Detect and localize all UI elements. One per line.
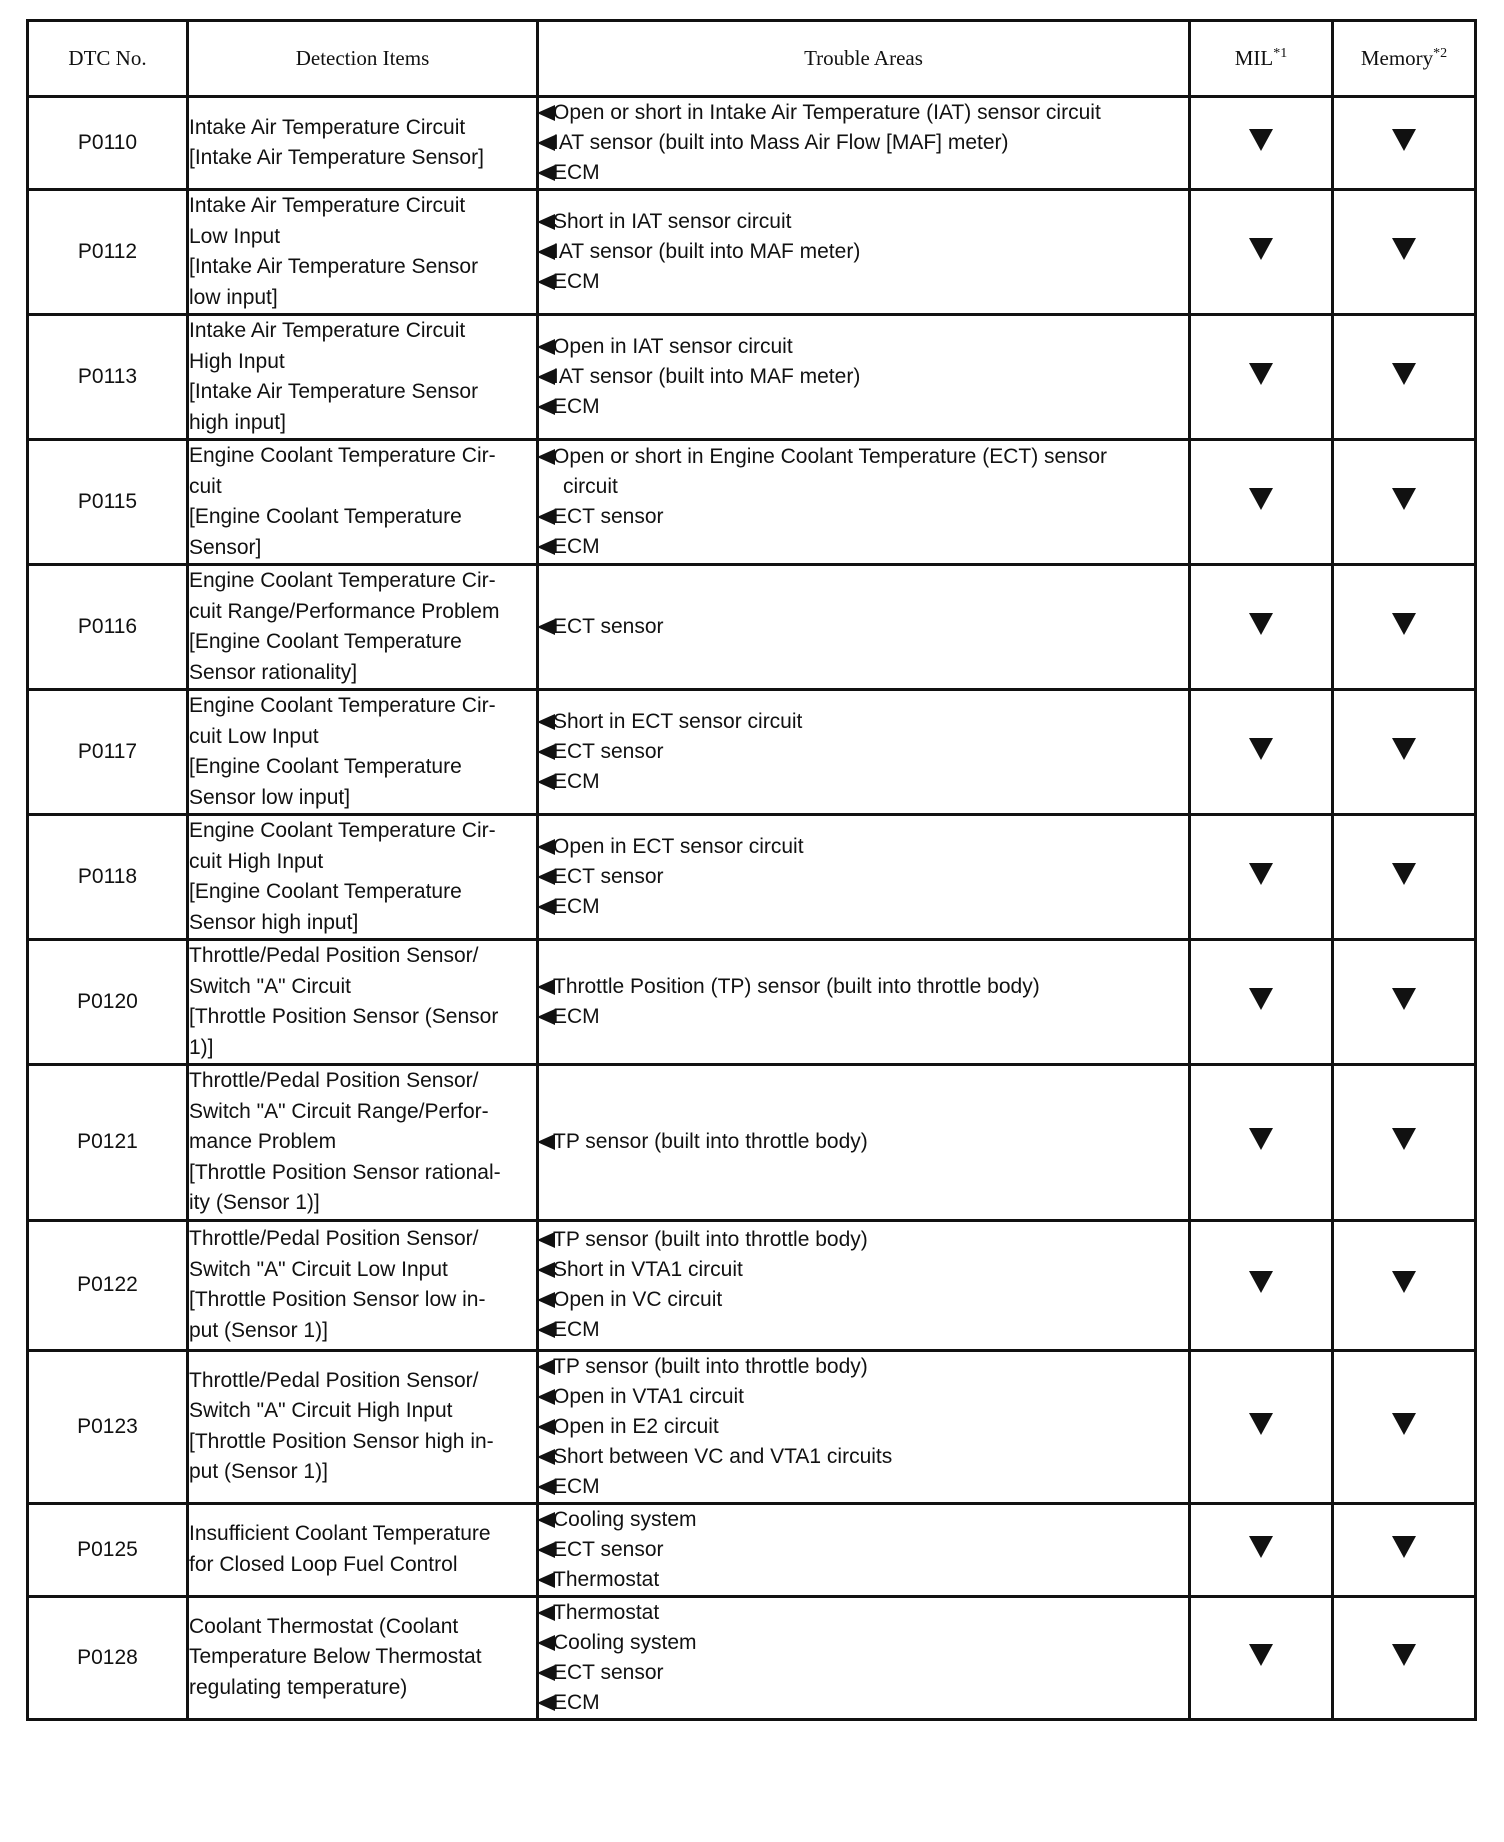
memory-cell [1333,1350,1476,1503]
detection-item-line: [Throttle Position Sensor rational- [189,1160,501,1184]
trouble-area-item [539,1225,1188,1255]
trouble-area-text: ECT sensor [553,865,664,888]
memory-cell [1333,565,1476,690]
detection-item-line: [Intake Air Temperature Sensor [189,255,479,278]
detection-item-line: cuit [189,474,222,498]
trouble-area-item [539,972,1188,1002]
trouble-area-text: Open in E2 circuit [553,1414,719,1438]
detection-item-line: Throttle/Pedal Position Sensor/ [189,1069,479,1092]
header-memory [1333,21,1476,97]
bullet-arrow-icon [537,1542,555,1558]
mil-cell [1190,190,1333,315]
detection-item-line: Coolant Thermostat (Coolant [189,1614,459,1638]
detection-item-cell [188,1503,538,1596]
trouble-areas-cell [538,565,1190,690]
header-trouble-areas: Trouble Areas [538,21,1190,97]
bullet-arrow-icon [537,1665,555,1681]
trouble-area-item [539,442,1188,502]
trouble-area-text: TP sensor (built into throttle body) [553,1228,868,1251]
memory-cell [1333,1220,1476,1350]
bullet-arrow-icon [537,744,555,760]
bullet-arrow-icon [537,244,555,260]
table-header-row [28,21,1476,97]
detection-item-line: Intake Air Temperature Circuit [189,194,466,217]
trouble-area-item [539,98,1188,128]
trouble-area-item [539,502,1188,532]
trouble-areas-cell [538,1220,1190,1350]
detection-item-line: Engine Coolant Temperature Cir- [189,819,496,842]
trouble-area-text: ECM [553,770,600,793]
memory-triangle-icon [1392,238,1416,260]
detection-item-line: for Closed Loop Fuel Control [189,1552,458,1576]
trouble-area-item [539,1628,1188,1658]
trouble-area-text: IAT sensor (built into Mass Air Flow [MAF] meter) [553,131,1009,154]
detection-item-line: 1)] [189,1035,214,1059]
trouble-area-item [539,128,1188,158]
trouble-area-text: Open or short in Engine Coolant Temperature (ECT) sensor [553,445,1108,468]
trouble-area-text: ECM [553,1474,600,1498]
table-row [28,565,1476,690]
bullet-arrow-icon [537,839,555,855]
trouble-area-item [539,1505,1188,1535]
memory-cell [1333,940,1476,1065]
trouble-area-text: ECM [553,1318,600,1341]
detection-item-line: Throttle/Pedal Position Sensor/ [189,1227,479,1250]
bullet-arrow-icon [537,1134,555,1150]
trouble-areas-cell [538,97,1190,190]
table-row [28,190,1476,315]
trouble-area-text: ECT sensor [553,505,664,528]
bullet-arrow-icon [537,1605,555,1621]
table-row [28,690,1476,815]
trouble-area-text: ECT sensor [553,740,664,763]
dtc-table [26,19,1477,1721]
detection-item-line: Sensor rationality] [189,660,358,684]
detection-item-line: Sensor high input] [189,910,359,934]
bullet-arrow-icon [537,899,555,915]
memory-cell [1333,1596,1476,1719]
table-row [28,1350,1476,1503]
mil-triangle-icon [1249,1536,1273,1558]
bullet-arrow-icon [537,135,555,151]
memory-triangle-icon [1392,1413,1416,1435]
trouble-area-item [539,862,1188,892]
trouble-areas-cell [538,1503,1190,1596]
bullet-arrow-icon [537,1262,555,1278]
trouble-area-item [539,207,1188,237]
bullet-arrow-icon [537,369,555,385]
header-mil-label: MIL [1234,46,1274,70]
detection-item-line: Throttle/Pedal Position Sensor/ [189,1368,479,1392]
trouble-area-text: ECM [553,1690,600,1714]
bullet-arrow-icon [537,1232,555,1248]
detection-item-line: Switch "A" Circuit [189,974,351,998]
dtc-code: P0116 [28,565,188,690]
detection-item-line: [Intake Air Temperature Sensor [189,380,479,403]
table-row [28,1065,1476,1221]
memory-cell [1333,315,1476,440]
dtc-code: P0128 [28,1596,188,1719]
mil-triangle-icon [1249,988,1273,1010]
trouble-area-item [539,1658,1188,1688]
trouble-areas-cell [538,315,1190,440]
detection-item-line: cuit Range/Performance Problem [189,599,500,623]
detection-item-cell [188,1596,538,1719]
detection-item-line: [Throttle Position Sensor (Sensor [189,1005,499,1028]
trouble-area-text: ECM [553,1005,600,1028]
detection-item-line: cuit Low Input [189,724,319,748]
memory-triangle-icon [1392,863,1416,885]
bullet-arrow-icon [537,1479,555,1495]
trouble-area-item [539,1255,1188,1285]
trouble-areas-cell [538,940,1190,1065]
mil-triangle-icon [1249,488,1273,510]
trouble-area-text: TP sensor (built into throttle body) [553,1354,868,1378]
bullet-arrow-icon [537,1449,555,1465]
detection-item-line: Low Input [189,224,281,248]
trouble-area-item [539,892,1188,922]
dtc-code: P0123 [28,1350,188,1503]
bullet-arrow-icon [537,869,555,885]
dtc-code: P0117 [28,690,188,815]
table-row [28,940,1476,1065]
trouble-areas-cell [538,1065,1190,1221]
bullet-arrow-icon [537,1292,555,1308]
mil-triangle-icon [1249,738,1273,760]
detection-item-cell [188,190,538,315]
trouble-area-text: ECT sensor [553,1537,664,1561]
table-row [28,815,1476,940]
detection-item-cell [188,440,538,565]
detection-item-line: ity (Sensor 1)] [189,1191,320,1214]
trouble-area-text: Short in ECT sensor circuit [553,710,803,733]
trouble-area-text: Short in IAT sensor circuit [553,210,792,233]
trouble-area-text: Thermostat [553,1600,660,1624]
mil-cell [1190,1065,1333,1221]
dtc-code: P0112 [28,190,188,315]
trouble-area-text: ECM [553,535,600,558]
detection-item-cell [188,315,538,440]
trouble-area-text: TP sensor (built into throttle body) [553,1130,868,1154]
mil-triangle-icon [1249,238,1273,260]
mil-triangle-icon [1249,613,1273,635]
trouble-area-item [539,1535,1188,1565]
bullet-arrow-icon [537,1695,555,1711]
trouble-area-text: Cooling system [553,1630,697,1654]
trouble-area-item [539,362,1188,392]
mil-triangle-icon [1249,863,1273,885]
mil-cell [1190,97,1333,190]
bullet-arrow-icon [537,1572,555,1588]
detection-item-line: Insufficient Coolant Temperature [189,1522,491,1545]
trouble-areas-cell [538,440,1190,565]
detection-item-cell [188,1220,538,1350]
bullet-arrow-icon [537,539,555,555]
mil-triangle-icon [1249,1413,1273,1435]
memory-cell [1333,1065,1476,1221]
trouble-area-text: ECM [553,161,600,184]
detection-item-line: Intake Air Temperature Circuit [189,319,466,342]
trouble-area-item [539,737,1188,767]
memory-triangle-icon [1392,1271,1416,1293]
table-row [28,1596,1476,1719]
trouble-area-item [539,1127,1188,1157]
trouble-area-item [539,1382,1188,1412]
trouble-area-item [539,767,1188,797]
memory-triangle-icon [1392,613,1416,635]
trouble-area-text: IAT sensor (built into MAF meter) [553,240,861,263]
trouble-area-item [539,612,1188,642]
trouble-area-text: Open in IAT sensor circuit [553,335,793,358]
dtc-code: P0120 [28,940,188,1065]
detection-item-line: Switch "A" Circuit Low Input [189,1257,448,1281]
detection-item-line: Throttle/Pedal Position Sensor/ [189,944,479,967]
header-mil-footnote: *1 [1273,46,1288,61]
dtc-code: P0121 [28,1065,188,1221]
memory-cell [1333,440,1476,565]
bullet-arrow-icon [537,339,555,355]
detection-item-line: regulating temperature) [189,1675,408,1699]
mil-cell [1190,440,1333,565]
trouble-area-item [539,237,1188,267]
memory-triangle-icon [1392,363,1416,385]
mil-cell [1190,565,1333,690]
dtc-code: P0110 [28,97,188,190]
bullet-arrow-icon [537,774,555,790]
trouble-area-item [539,1412,1188,1442]
bullet-arrow-icon [537,274,555,290]
bullet-arrow-icon [537,214,555,230]
detection-item-line: Switch "A" Circuit Range/Perfor- [189,1099,489,1123]
memory-triangle-icon [1392,988,1416,1010]
bullet-arrow-icon [537,1009,555,1025]
trouble-area-item [539,267,1188,297]
trouble-area-text: Open in VTA1 circuit [553,1384,745,1408]
detection-item-line: Intake Air Temperature Circuit [189,115,466,139]
mil-cell [1190,1596,1333,1719]
header-detection-items: Detection Items [188,21,538,97]
table-row [28,1220,1476,1350]
detection-item-line: Sensor] [189,535,262,559]
table-row [28,315,1476,440]
detection-item-line: cuit High Input [189,849,324,873]
bullet-arrow-icon [537,165,555,181]
trouble-area-text: IAT sensor (built into MAF meter) [553,365,861,388]
mil-triangle-icon [1249,1128,1273,1150]
dtc-code: P0118 [28,815,188,940]
trouble-areas-cell [538,190,1190,315]
dtc-code: P0122 [28,1220,188,1350]
bullet-arrow-icon [537,714,555,730]
mil-cell [1190,815,1333,940]
header-mil [1190,21,1333,97]
trouble-area-item [539,1565,1188,1595]
bullet-arrow-icon [537,1419,555,1435]
detection-item-cell [188,1350,538,1503]
mil-cell [1190,1503,1333,1596]
trouble-areas-cell [538,815,1190,940]
trouble-area-item [539,532,1188,562]
memory-cell [1333,97,1476,190]
trouble-area-text: Open or short in Intake Air Temperature (IAT) sensor circuit [553,101,1101,124]
detection-item-line: [Intake Air Temperature Sensor] [189,146,484,169]
detection-item-line: put (Sensor 1)] [189,1460,328,1483]
mil-cell [1190,315,1333,440]
bullet-arrow-icon [537,1635,555,1651]
dtc-code: P0113 [28,315,188,440]
trouble-areas-cell [538,690,1190,815]
mil-triangle-icon [1249,1644,1273,1666]
table-row [28,440,1476,565]
trouble-area-item [539,832,1188,862]
detection-item-cell [188,690,538,815]
trouble-area-continuation: circuit [563,475,618,498]
dtc-code: P0115 [28,440,188,565]
trouble-area-text: ECM [553,395,600,418]
trouble-area-item [539,1442,1188,1472]
trouble-area-item [539,1352,1188,1382]
trouble-area-item [539,707,1188,737]
trouble-area-text: ECM [553,895,600,918]
bullet-arrow-icon [537,399,555,415]
detection-item-line: Engine Coolant Temperature Cir- [189,444,496,467]
memory-cell [1333,815,1476,940]
mil-triangle-icon [1249,363,1273,385]
trouble-area-item [539,332,1188,362]
trouble-area-item [539,1598,1188,1628]
detection-item-line: Engine Coolant Temperature Cir- [189,569,496,592]
mil-triangle-icon [1249,129,1273,151]
detection-item-line: Engine Coolant Temperature Cir- [189,694,496,717]
trouble-area-text: Short in VTA1 circuit [553,1258,743,1281]
detection-item-line: Switch "A" Circuit High Input [189,1399,453,1422]
detection-item-line: mance Problem [189,1130,337,1153]
detection-item-cell [188,1065,538,1221]
detection-item-line: [Engine Coolant Temperature [189,880,462,903]
detection-item-cell [188,815,538,940]
trouble-area-text: Open in ECT sensor circuit [553,835,804,858]
table-body [28,97,1476,1720]
mil-cell [1190,940,1333,1065]
memory-triangle-icon [1392,129,1416,151]
memory-triangle-icon [1392,738,1416,760]
detection-item-cell [188,97,538,190]
trouble-area-item [539,1315,1188,1345]
memory-cell [1333,1503,1476,1596]
trouble-area-text: Cooling system [553,1507,697,1531]
dtc-code: P0125 [28,1503,188,1596]
trouble-area-item [539,1688,1188,1718]
trouble-area-item [539,1002,1188,1032]
trouble-areas-cell [538,1350,1190,1503]
detection-item-line: [Engine Coolant Temperature [189,505,462,528]
detection-item-line: Temperature Below Thermostat [189,1645,482,1669]
detection-item-line: High Input [189,349,285,373]
detection-item-line: high input] [189,410,286,434]
trouble-area-text: ECM [553,270,600,293]
header-dtc-no: DTC No. [28,21,188,97]
trouble-area-item [539,392,1188,422]
trouble-areas-cell [538,1596,1190,1719]
bullet-arrow-icon [537,1512,555,1528]
bullet-arrow-icon [537,619,555,635]
detection-item-line: [Engine Coolant Temperature [189,755,462,778]
bullet-arrow-icon [537,105,555,121]
bullet-arrow-icon [537,979,555,995]
trouble-area-item [539,158,1188,188]
detection-item-line: low input] [189,285,278,309]
mil-cell [1190,1220,1333,1350]
trouble-area-text: Throttle Position (TP) sensor (built into throttle body) [553,975,1040,998]
mil-cell [1190,690,1333,815]
table-row [28,1503,1476,1596]
memory-cell [1333,690,1476,815]
trouble-area-text: ECT sensor [553,1660,664,1684]
trouble-area-item [539,1285,1188,1315]
memory-triangle-icon [1392,1536,1416,1558]
memory-triangle-icon [1392,1128,1416,1150]
detection-item-cell [188,940,538,1065]
detection-item-line: [Engine Coolant Temperature [189,630,462,653]
trouble-area-item [539,1472,1188,1502]
memory-triangle-icon [1392,1644,1416,1666]
header-memory-footnote: *2 [1433,46,1448,61]
bullet-arrow-icon [537,1322,555,1338]
trouble-area-text: Open in VC circuit [553,1288,723,1311]
bullet-arrow-icon [537,509,555,525]
trouble-area-text: ECT sensor [553,615,664,638]
detection-item-cell [188,565,538,690]
table-row [28,97,1476,190]
bullet-arrow-icon [537,1389,555,1405]
bullet-arrow-icon [537,1359,555,1375]
trouble-area-text: Thermostat [553,1567,660,1591]
detection-item-line: put (Sensor 1)] [189,1318,328,1342]
detection-item-line: Sensor low input] [189,785,351,809]
header-memory-label: Memory [1360,46,1434,70]
mil-triangle-icon [1249,1271,1273,1293]
detection-item-line: [Throttle Position Sensor low in- [189,1288,486,1311]
memory-triangle-icon [1392,488,1416,510]
memory-cell [1333,190,1476,315]
trouble-area-text: Short between VC and VTA1 circuits [553,1444,893,1468]
detection-item-line: [Throttle Position Sensor high in- [189,1429,494,1453]
bullet-arrow-icon [537,449,555,465]
mil-cell [1190,1350,1333,1503]
